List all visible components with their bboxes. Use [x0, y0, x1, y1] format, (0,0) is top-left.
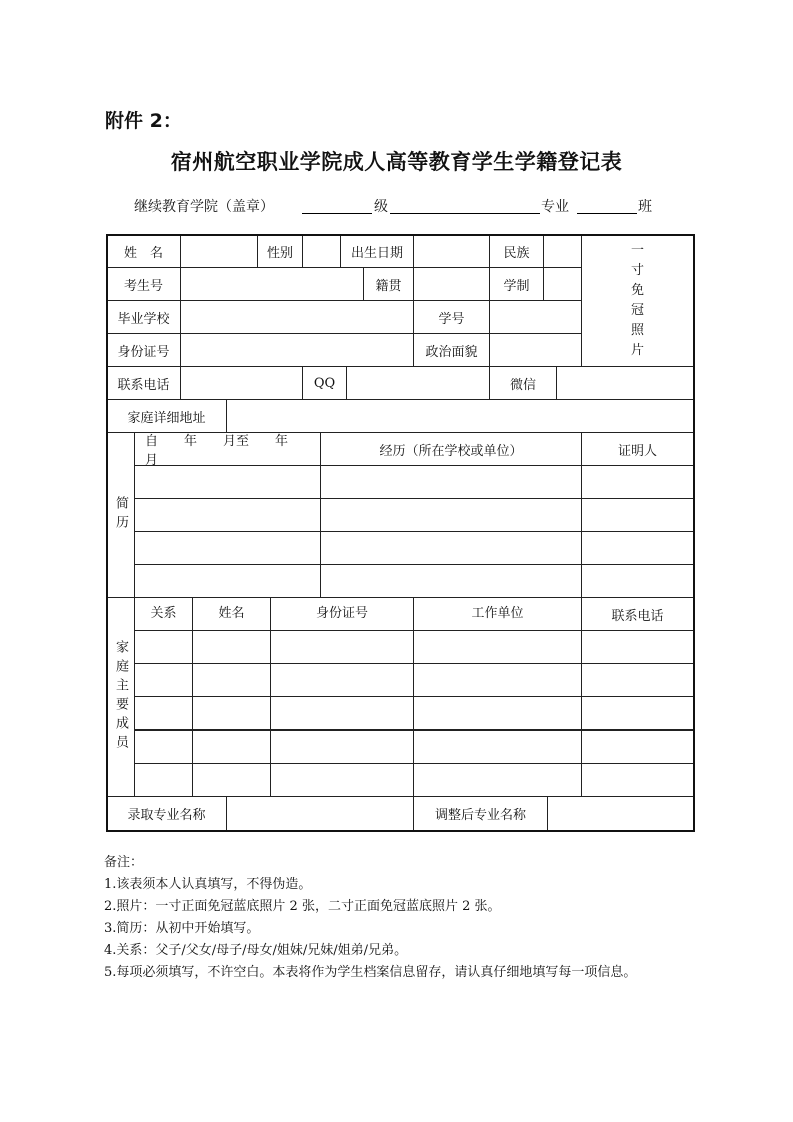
home-address-field[interactable]	[226, 399, 694, 433]
schooling-length-field[interactable]	[543, 267, 582, 301]
resume-experience-header: 经历（所在学校或单位）	[320, 432, 582, 466]
resume-period-cell[interactable]	[134, 531, 321, 565]
gender-field[interactable]	[302, 234, 341, 268]
student-id-label: 学号	[413, 300, 490, 334]
resume-section-label	[106, 432, 135, 598]
admitted-major-field[interactable]	[226, 796, 414, 831]
wechat-label: 微信	[489, 366, 557, 400]
family-id-cell[interactable]	[270, 696, 414, 730]
political-status-field[interactable]	[489, 333, 582, 367]
resume-experience-cell[interactable]	[320, 465, 582, 499]
resume-witness-cell[interactable]	[581, 564, 694, 598]
family-name-cell[interactable]	[192, 730, 271, 764]
admitted-major-label: 录取专业名称	[106, 796, 227, 831]
id-number-label: 身份证号	[106, 333, 181, 367]
home-address-label: 家庭详细地址	[106, 399, 227, 433]
note-item: 3.简历：从初中开始填写。	[104, 921, 260, 936]
exam-no-field[interactable]	[180, 267, 364, 301]
resume-witness-header: 证明人	[581, 432, 694, 466]
major-label: 专业	[541, 199, 569, 215]
class-blank[interactable]	[577, 196, 637, 214]
college-stamp-label: 继续教育学院（盖章）	[134, 199, 274, 215]
form-title: 宿州航空职业学院成人高等教育学生学籍登记表	[170, 150, 623, 174]
wechat-field[interactable]	[556, 366, 694, 400]
resume-experience-cell[interactable]	[320, 498, 582, 532]
family-employer-header: 工作单位	[413, 597, 582, 631]
qq-field[interactable]	[346, 366, 490, 400]
family-phone-cell[interactable]	[581, 630, 694, 664]
major-blank[interactable]	[390, 196, 540, 214]
resume-experience-cell[interactable]	[320, 531, 582, 565]
family-name-cell[interactable]	[192, 630, 271, 664]
family-relation-cell[interactable]	[134, 663, 193, 697]
photo-box[interactable]	[581, 234, 694, 367]
adjusted-major-field[interactable]	[547, 796, 694, 831]
family-employer-cell[interactable]	[413, 630, 582, 664]
family-section-label	[106, 597, 135, 797]
grade-label: 级	[374, 199, 388, 215]
family-employer-cell[interactable]	[413, 730, 582, 764]
family-name-cell[interactable]	[192, 696, 271, 730]
graduated-school-field[interactable]	[180, 300, 414, 334]
notes	[104, 852, 636, 984]
family-phone-cell[interactable]	[581, 730, 694, 764]
family-name-header: 姓名	[192, 597, 271, 631]
family-section-text: 家庭主要成员	[113, 640, 128, 754]
photo-char: 一	[630, 242, 644, 258]
resume-witness-cell[interactable]	[581, 498, 694, 532]
resume-section-text: 简历	[113, 496, 128, 534]
grade-blank[interactable]	[302, 196, 372, 214]
political-status-label: 政治面貌	[413, 333, 490, 367]
adjusted-major-label: 调整后专业名称	[413, 796, 548, 831]
family-name-cell[interactable]	[192, 763, 271, 797]
gender-label: 性别	[257, 234, 303, 268]
note-item: 4.关系：父子/父女/母子/母女/姐妹/兄妹/姐弟/兄弟。	[104, 943, 408, 958]
annex-label: 附件 2：	[105, 110, 182, 132]
birth-date-label: 出生日期	[340, 234, 414, 268]
family-employer-cell[interactable]	[413, 763, 582, 797]
resume-witness-cell[interactable]	[581, 531, 694, 565]
notes-heading: 备注：	[104, 855, 144, 870]
ethnicity-label: 民族	[489, 234, 544, 268]
schooling-length-label: 学制	[489, 267, 544, 301]
photo-char: 冠	[630, 302, 644, 318]
family-id-header: 身份证号	[270, 597, 414, 631]
family-relation-cell[interactable]	[134, 696, 193, 730]
resume-period-header: 自 年 月至 年 月	[134, 432, 321, 466]
family-employer-cell[interactable]	[413, 696, 582, 730]
resume-witness-cell[interactable]	[581, 465, 694, 499]
name-field[interactable]	[180, 234, 258, 268]
family-relation-cell[interactable]	[134, 763, 193, 797]
photo-char: 片	[630, 342, 644, 358]
family-id-cell[interactable]	[270, 763, 414, 797]
family-id-cell[interactable]	[270, 663, 414, 697]
photo-char: 寸	[630, 262, 644, 278]
family-relation-cell[interactable]	[134, 730, 193, 764]
graduated-school-label: 毕业学校	[106, 300, 181, 334]
family-employer-cell[interactable]	[413, 663, 582, 697]
family-id-cell[interactable]	[270, 630, 414, 664]
family-phone-cell[interactable]	[581, 763, 694, 797]
family-phone-cell[interactable]	[581, 663, 694, 697]
family-phone-header: 联系电话	[581, 597, 694, 631]
id-number-field[interactable]	[180, 333, 414, 367]
native-place-field[interactable]	[413, 267, 490, 301]
exam-no-label: 考生号	[106, 267, 181, 301]
photo-char: 照	[630, 322, 644, 338]
note-item: 5.每项必须填写，不许空白。本表将作为学生档案信息留存，请认真仔细地填写每一项信息。	[104, 965, 637, 980]
name-label: 姓 名	[106, 234, 181, 268]
resume-experience-cell[interactable]	[320, 564, 582, 598]
class-label: 班	[638, 199, 652, 215]
phone-field[interactable]	[180, 366, 303, 400]
qq-label: QQ	[302, 366, 347, 400]
resume-period-cell[interactable]	[134, 465, 321, 499]
family-relation-header: 关系	[134, 597, 193, 631]
ethnicity-field[interactable]	[543, 234, 582, 268]
student-id-field[interactable]	[489, 300, 582, 334]
photo-char: 免	[630, 282, 644, 298]
native-place-label: 籍贯	[363, 267, 414, 301]
family-phone-cell[interactable]	[581, 696, 694, 730]
resume-period-cell[interactable]	[134, 498, 321, 532]
family-id-cell[interactable]	[270, 730, 414, 764]
family-relation-cell[interactable]	[134, 630, 193, 664]
birth-date-field[interactable]	[413, 234, 490, 268]
family-name-cell[interactable]	[192, 663, 271, 697]
note-item: 2.照片：一寸正面免冠蓝底照片 2 张，二寸正面免冠蓝底照片 2 张。	[104, 899, 501, 914]
note-item: 1.该表须本人认真填写，不得伪造。	[104, 877, 312, 892]
resume-period-cell[interactable]	[134, 564, 321, 598]
phone-label: 联系电话	[106, 366, 181, 400]
